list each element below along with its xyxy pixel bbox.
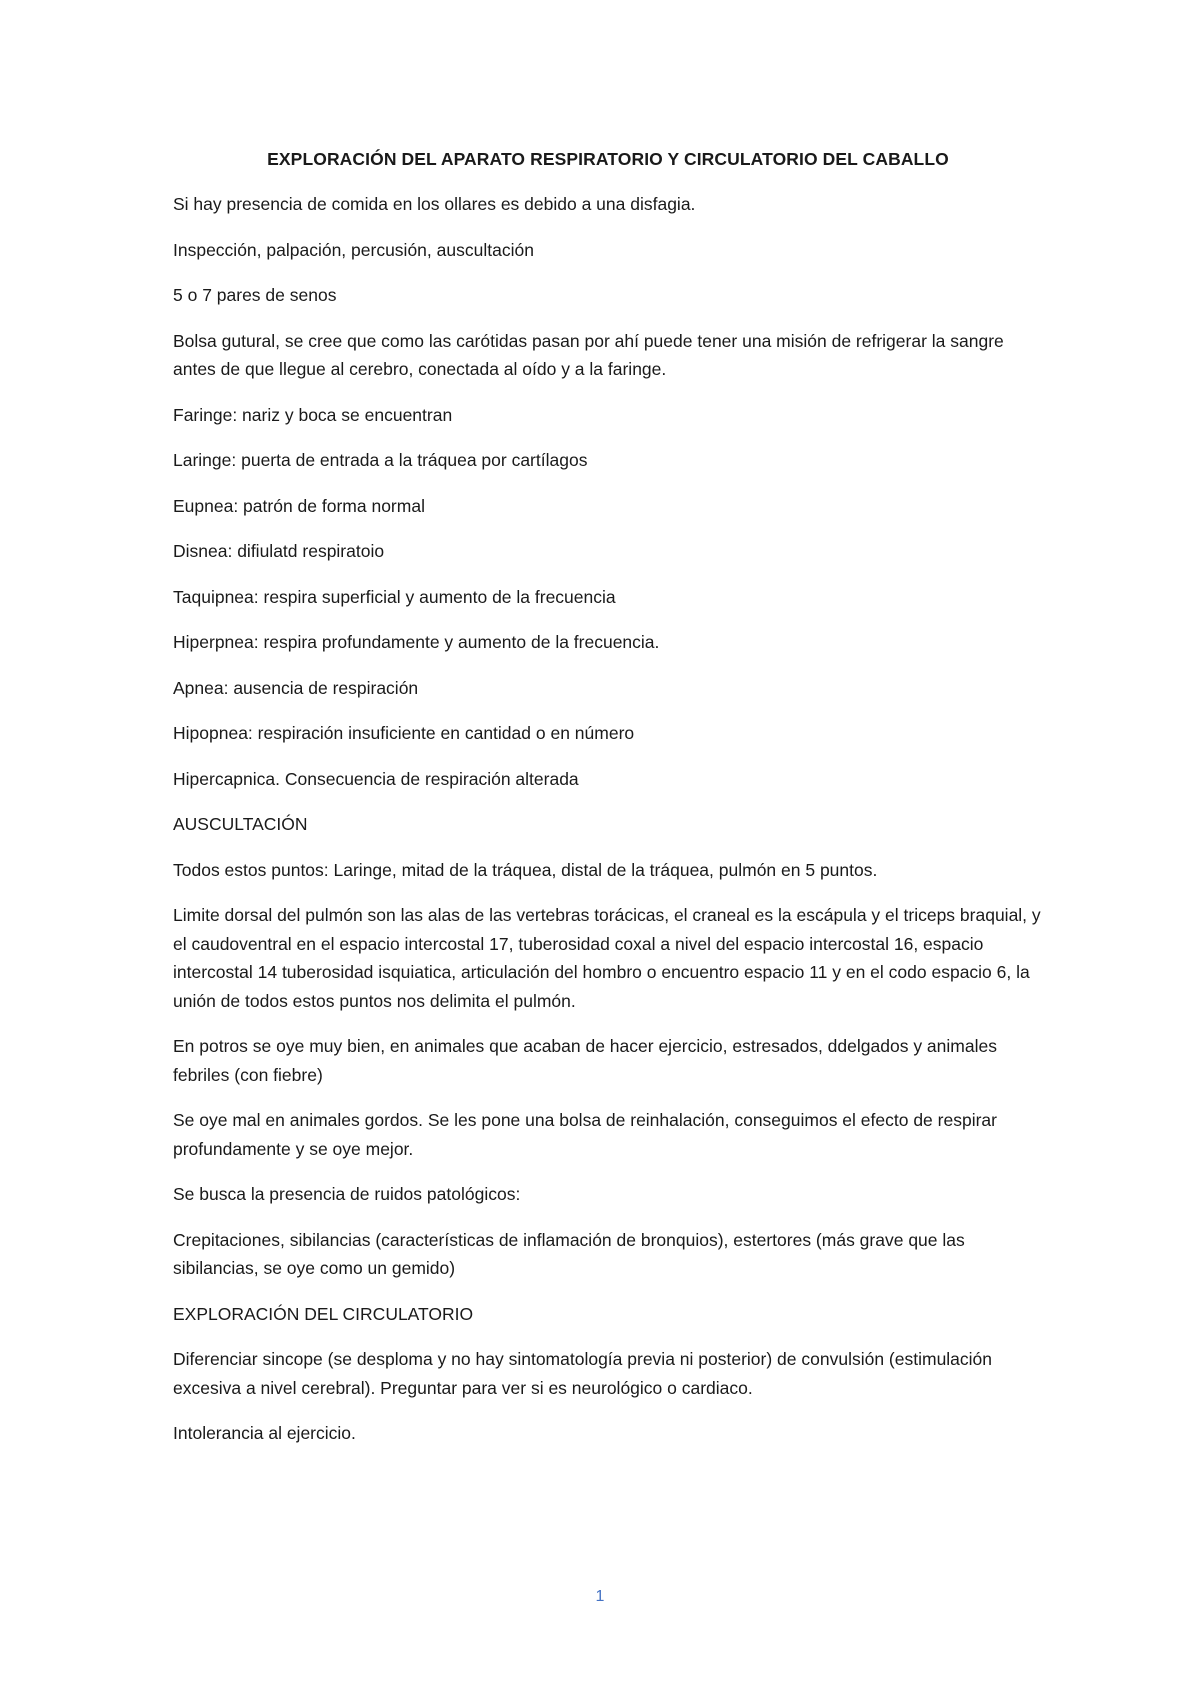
paragraph-disfagia: Si hay presencia de comida en los ollares es debido a una disfagia. bbox=[173, 194, 696, 214]
paragraph-bolsa-gutural: Bolsa gutural, se cree que como las carótidas pasan por ahí puede tener una misión de refrigerar la sangre antes de que llegue al cerebro, conectada al oído y a la faringe. bbox=[173, 330, 1004, 379]
document-body bbox=[173, 145, 1043, 1465]
paragraph-limite-dorsal: Limite dorsal del pulmón son las alas de las vertebras torácicas, el craneal es la escápula y el triceps braquial, y el caudoventral en el espacio intercostal 17, tuberosidad coxal a nivel del espacio intercostal 16, espacio intercostal 14 tuberosidad isquiatica, articulación del hombro o encuentro espacio 11 y en el codo espacio 6, la unión de todos estos puntos nos delimita el pulmón. bbox=[173, 905, 1041, 1011]
paragraph-laringe: Laringe: puerta de entrada a la tráquea por cartílagos bbox=[173, 450, 588, 470]
paragraph-hipopnea: Hipopnea: respiración insuficiente en cantidad o en número bbox=[173, 723, 635, 743]
paragraph-methods: Inspección, palpación, percusión, auscultación bbox=[173, 239, 534, 260]
paragraph-animales-gordos: Se oye mal en animales gordos. Se les pone una bolsa de reinhalación, conseguimos el efecto de respirar profundamente y se oye mejor. bbox=[173, 1110, 997, 1159]
section-heading-circulatorio: EXPLORACIÓN DEL CIRCULATORIO bbox=[173, 1303, 474, 1324]
document-title: EXPLORACIÓN DEL APARATO RESPIRATORIO Y CIRCULATORIO DEL CABALLO bbox=[267, 149, 949, 169]
paragraph-hipercapnica: Hipercapnica. Consecuencia de respiración alterada bbox=[173, 768, 579, 789]
paragraph-intolerancia: Intolerancia al ejercicio. bbox=[173, 1423, 356, 1443]
page-number: 1 bbox=[595, 1588, 605, 1605]
paragraph-apnea: Apnea: ausencia de respiración bbox=[173, 677, 419, 698]
paragraph-eupnea: Eupnea: patrón de forma normal bbox=[173, 495, 425, 516]
paragraph-taquipnea: Taquipnea: respira superficial y aumento de la frecuencia bbox=[173, 586, 616, 607]
paragraph-senos: 5 o 7 pares de senos bbox=[173, 285, 337, 305]
paragraph-hiperpnea: Hiperpnea: respira profundamente y aumento de la frecuencia. bbox=[173, 632, 660, 652]
paragraph-potros: En potros se oye muy bien, en animales que acaban de hacer ejercicio, estresados, ddelgados y animales febriles (con fiebre) bbox=[173, 1036, 997, 1085]
paragraph-puntos: Todos estos puntos: Laringe, mitad de la tráquea, distal de la tráquea, pulmón en 5 puntos. bbox=[173, 859, 878, 880]
paragraph-ruidos: Se busca la presencia de ruidos patológicos: bbox=[173, 1184, 521, 1204]
section-heading-auscultacion: AUSCULTACIÓN bbox=[173, 814, 308, 834]
paragraph-sincope: Diferenciar sincope (se desploma y no hay sintomatología previa ni posterior) de convulsión (estimulación excesiva a nivel cerebral). Preguntar para ver si es neurológico o cardiaco. bbox=[173, 1349, 993, 1398]
paragraph-faringe: Faringe: nariz y boca se encuentran bbox=[173, 404, 453, 425]
paragraph-crepitaciones: Crepitaciones, sibilancias (características de inflamación de bronquios), estertores (más grave que las sibilancias, se oye como un gemido) bbox=[173, 1229, 965, 1278]
paragraph-disnea: Disnea: difiulatd respiratoio bbox=[173, 541, 385, 561]
